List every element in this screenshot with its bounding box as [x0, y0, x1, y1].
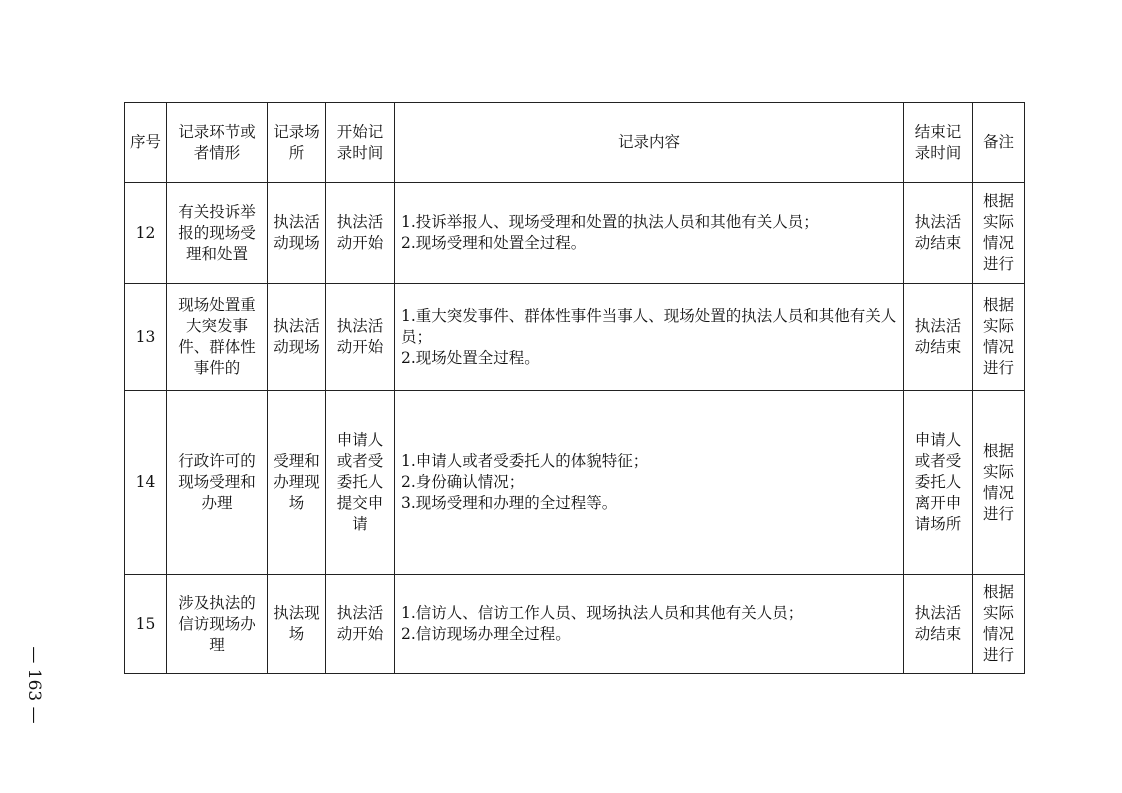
- row-place: 执法活动现场: [268, 183, 326, 284]
- row-start-time: 执法活动开始: [326, 284, 395, 391]
- content-line: 1.重大突发事件、群体性事件当事人、现场处置的执法人员和其他有关人员；: [401, 306, 897, 346]
- header-content: 记录内容: [395, 103, 904, 183]
- content-line: 1.信访人、信访工作人员、现场执法人员和其他有关人员；: [401, 604, 804, 622]
- row-start-time: 申请人或者受委托人提交申请: [326, 391, 395, 575]
- header-start-time: 开始记录时间: [326, 103, 395, 183]
- row-content: [395, 391, 904, 575]
- content-line: 2.信访现场办理全过程。: [401, 625, 571, 643]
- row-remark: 根据实际情况进行: [973, 284, 1025, 391]
- row-end-time: 执法活动结束: [904, 575, 973, 674]
- content-line: 2.身份确认情况；: [401, 473, 525, 491]
- row-place: 执法活动现场: [268, 284, 326, 391]
- row-start-time: 执法活动开始: [326, 183, 395, 284]
- row-stage: 涉及执法的信访现场办理: [167, 575, 268, 674]
- header-place: 记录场所: [268, 103, 326, 183]
- content-line: 2.现场处置全过程。: [401, 348, 540, 367]
- row-seq: 15: [125, 575, 167, 674]
- table-row: [125, 391, 1025, 575]
- row-end-time: 申请人或者受委托人离开申请场所: [904, 391, 973, 575]
- content-line: 1.申请人或者受委托人的体貌特征；: [401, 452, 649, 470]
- row-remark: 根据实际情况进行: [973, 575, 1025, 674]
- row-content: [395, 183, 904, 284]
- row-stage: 有关投诉举报的现场受理和处置: [167, 183, 268, 284]
- header-row: [125, 103, 1025, 183]
- page-number: — 163 —: [24, 646, 44, 724]
- header-stage: 记录环节或者情形: [167, 103, 268, 183]
- header-seq: 序号: [125, 103, 167, 183]
- row-content: [395, 284, 904, 391]
- row-seq: 13: [125, 284, 167, 391]
- row-content: [395, 575, 904, 674]
- table-row: [125, 183, 1025, 284]
- content-line: 3.现场受理和办理的全过程等。: [401, 494, 618, 512]
- header-end-time: 结束记录时间: [904, 103, 973, 183]
- content-line: 2.现场受理和处置全过程。: [401, 234, 587, 252]
- row-stage: 现场处置重大突发事件、群体性事件的: [167, 284, 268, 391]
- row-remark: 根据实际情况进行: [973, 183, 1025, 284]
- row-seq: 12: [125, 183, 167, 284]
- row-start-time: 执法活动开始: [326, 575, 395, 674]
- table-row: [125, 284, 1025, 391]
- table-row: [125, 575, 1025, 674]
- row-seq: 14: [125, 391, 167, 575]
- row-place: 受理和办理现场: [268, 391, 326, 575]
- header-remark: 备注: [973, 103, 1025, 183]
- records-table: [124, 102, 1025, 674]
- row-remark: 根据实际情况进行: [973, 391, 1025, 575]
- row-stage: 行政许可的现场受理和办理: [167, 391, 268, 575]
- row-end-time: 执法活动结束: [904, 183, 973, 284]
- row-place: 执法现场: [268, 575, 326, 674]
- row-end-time: 执法活动结束: [904, 284, 973, 391]
- content-line: 1.投诉举报人、现场受理和处置的执法人员和其他有关人员；: [401, 213, 819, 231]
